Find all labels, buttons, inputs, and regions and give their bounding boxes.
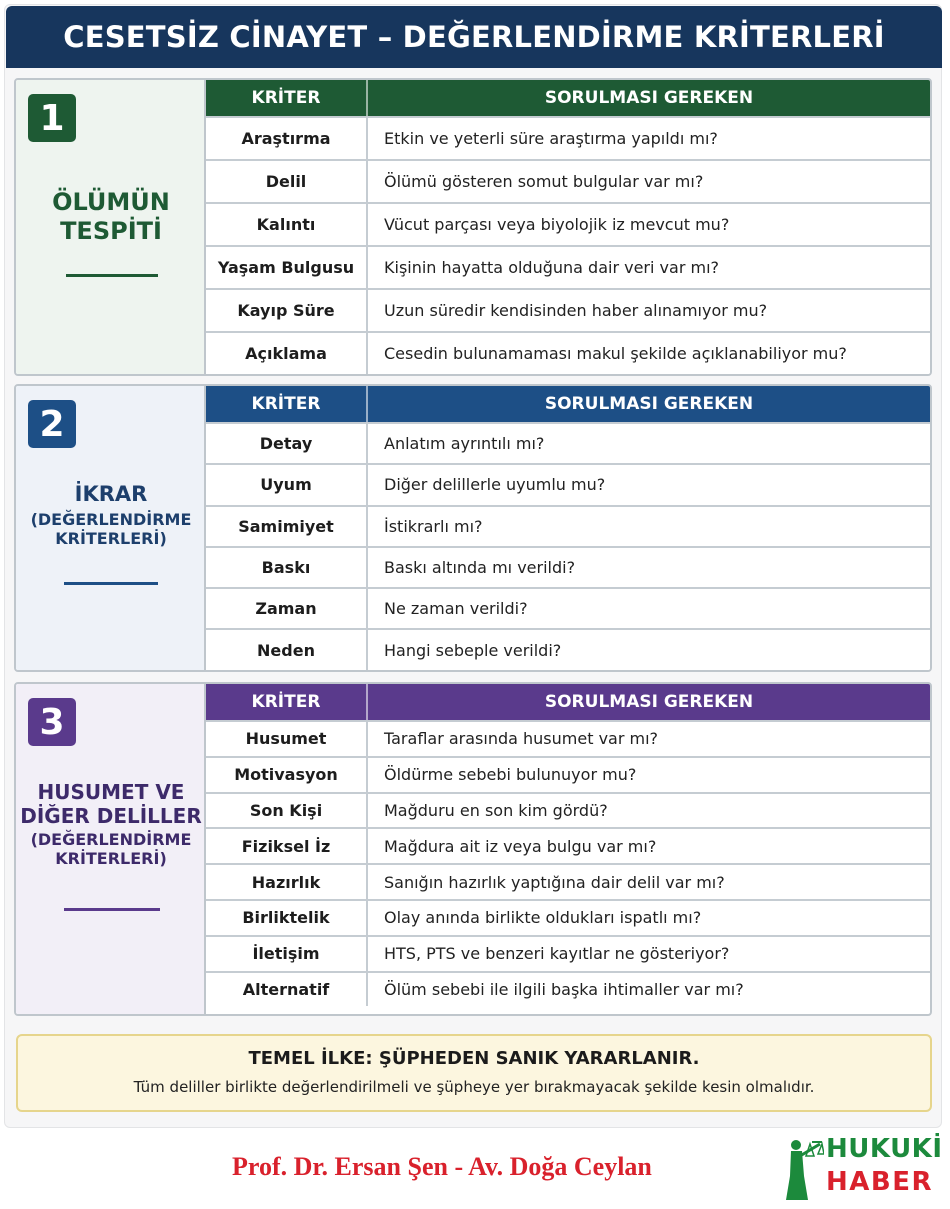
table-row [206,792,930,828]
justice-statue-icon [782,1136,824,1204]
principle-banner [16,1034,932,1112]
criterion-cell: Neden [206,630,368,669]
table-row [206,720,930,756]
page-title: CESETSİZ CİNAYET – DEĞERLENDİRME KRİTERLERİ [6,6,942,68]
header-question: SORULMASI GEREKEN [544,394,754,414]
table-row [206,587,930,628]
question-cell: Mağdura ait iz veya bulgu var mı? [384,836,657,856]
table-row [206,899,930,935]
principle-title: TEMEL İLKE: ŞÜPHEDEN SANIK YARARLANIR. [248,1048,700,1069]
section-number: 1 [28,94,76,142]
section-title [16,780,206,868]
criterion-cell: Kalıntı [206,204,368,245]
table-row [206,971,930,1007]
criterion-cell: Detay [206,424,368,463]
criterion-cell: Son Kişi [206,794,368,828]
section-sidebar [16,80,206,374]
section-sidebar [16,684,206,1014]
question-cell: Uzun süredir kendisinden haber alınamıyor mu? [384,301,768,320]
section-number: 3 [28,698,76,746]
table-row [206,331,930,374]
table-row [206,827,930,863]
section-title [16,188,206,246]
section-ikrar [14,384,932,672]
question-cell: Anlatım ayrıntılı mı? [384,434,545,454]
table-row [206,505,930,546]
question-cell: HTS, PTS ve benzeri kayıtlar ne gösteriyor? [384,944,730,964]
table-row [206,628,930,669]
criteria-table [206,80,930,374]
question-cell: İstikrarlı mı? [384,516,483,536]
question-cell: Ölüm sebebi ile ilgili başka ihtimaller var mı? [384,979,744,999]
table-row [206,863,930,899]
criterion-cell: Zaman [206,589,368,628]
section-title-line: (DEĞERLENDİRME [30,830,192,849]
logo-text-bottom: HABER [826,1167,933,1197]
criterion-cell: Alternatif [206,973,368,1007]
section-divider [64,582,158,585]
header-question: SORULMASI GEREKEN [544,692,754,712]
hukuki-haber-logo [782,1134,944,1204]
table-header [206,684,930,720]
criterion-cell: İletişim [206,937,368,971]
section-title-line: HUSUMET VE [37,780,185,804]
criterion-cell: Uyum [206,465,368,504]
section-title-line: (DEĞERLENDİRME [30,510,192,530]
question-cell: Vücut parçası veya biyolojik iz mevcut mu? [384,215,730,234]
table-header [206,386,930,422]
criterion-cell: Baskı [206,548,368,587]
criterion-cell: Fiziksel İz [206,829,368,863]
question-cell: Etkin ve yeterli süre araştırma yapıldı mı? [384,129,718,148]
question-cell: Taraflar arasında husumet var mı? [384,729,659,749]
header-question: SORULMASI GEREKEN [544,88,754,108]
section-title-line: İKRAR [74,482,148,506]
table-row [206,202,930,245]
question-cell: Ölümü gösteren somut bulgular var mı? [384,172,704,191]
table-row [206,756,930,792]
section-title-line: KRİTERLERİ) [55,529,167,549]
question-cell: Sanığın hazırlık yaptığına dair delil var mı? [384,872,725,892]
section-title-line: TESPİTİ [60,216,162,245]
question-cell: Cesedin bulunamaması makul şekilde açıklanabiliyor mu? [384,344,847,363]
criterion-cell: Birliktelik [206,901,368,935]
question-cell: Hangi sebeple verildi? [384,640,562,660]
table-row [206,245,930,288]
criterion-cell: Motivasyon [206,758,368,792]
criterion-cell: Husumet [206,722,368,756]
table-row [206,422,930,463]
section-title-line: KRİTERLERİ) [55,849,167,869]
section-title-line: DİĞER DELİLLER [20,804,202,828]
question-cell: Mağduru en son kim gördü? [384,800,608,820]
criterion-cell: Delil [206,161,368,202]
section-title-line: ÖLÜMÜN [52,188,170,216]
header-criterion: KRİTER [206,386,368,422]
criterion-cell: Samimiyet [206,507,368,546]
table-header [206,80,930,116]
question-cell: Olay anında birlikte oldukları ispatlı mı? [384,908,702,928]
question-cell: Kişinin hayatta olduğuna dair veri var mı? [384,258,719,277]
section-divider [66,274,158,277]
header-criterion: KRİTER [206,684,368,720]
table-row [206,288,930,331]
section-sidebar [16,386,206,670]
section-number: 2 [28,400,76,448]
section-husumet [14,682,932,1016]
criterion-cell: Hazırlık [206,865,368,899]
criterion-cell: Araştırma [206,118,368,159]
question-cell: Diğer delillerle uyumlu mu? [384,475,606,495]
section-divider [64,908,160,911]
criteria-table [206,684,930,1014]
question-cell: Öldürme sebebi bulunuyor mu? [384,765,637,785]
criterion-cell: Kayıp Süre [206,290,368,331]
criteria-table [206,386,930,670]
criterion-cell: Yaşam Bulgusu [206,247,368,288]
table-row [206,935,930,971]
table-row [206,546,930,587]
section-olumun-tespiti [14,78,932,376]
question-cell: Ne zaman verildi? [384,599,528,619]
section-title [16,482,206,549]
table-row [206,159,930,202]
header-criterion: KRİTER [206,80,368,116]
question-cell: Baskı altında mı verildi? [384,558,576,578]
authors: Prof. Dr. Ersan Şen - Av. Doğa Ceylan [232,1152,652,1181]
logo-text-top: HUKUKİ [826,1134,943,1164]
table-row [206,116,930,159]
principle-text: Tüm deliller birlikte değerlendirilmeli ve şüpheye yer bırakmayacak şekilde kesin olmalıdır. [133,1078,815,1096]
criterion-cell: Açıklama [206,333,368,374]
table-row [206,463,930,504]
